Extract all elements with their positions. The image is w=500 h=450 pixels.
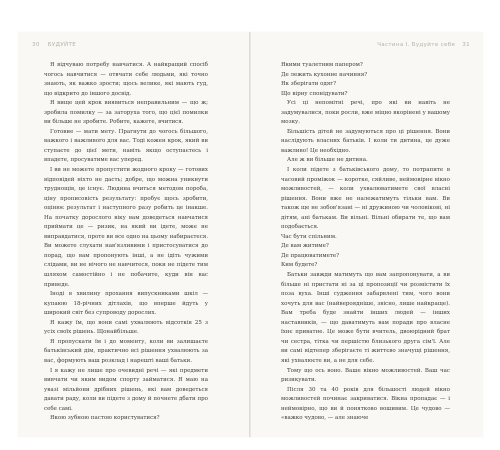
- paragraph: Час бути спільним.: [281, 233, 337, 240]
- paragraph: Що вірну спонідувати?: [281, 90, 348, 97]
- left-page-body: [44, 61, 208, 424]
- paragraph: Де вам житиме?: [281, 243, 329, 250]
- paragraph: Іноді в хвилину прохання випускниками шкіл — купаюю 18-річних дітлахів, що вперше йдуть у широкий світ без супроводу дорослих.: [44, 291, 208, 317]
- paragraph: Де працюватимете?: [281, 252, 340, 259]
- paragraph: Тому що ось воно. Ваше вікно можливостей. Ваш час ризикувати.: [281, 367, 450, 384]
- paragraph: Де лежить кухонне начиння?: [281, 71, 368, 78]
- right-page-body: [281, 61, 450, 424]
- paragraph: Батьки завжди матимуть що вам запропонувати, а ви більше ні пристати ні за ці пропозиції чи розмістити їх поза вуха. Інші судження забарвлені тим, чого вони хочуть для вас (найвероядніше, звісно, лише найкраще). Вам треба буде знайти інших людей — інших наставників, — що даватимуть вам поради про власне їхнє приватне. Це може бути вчитель, двоюрідний брат чи сестра, тітка чи першістю близького друга сім'ї. Але ви самі відтепер зберігаєте ті життєво значущі рішення, які ухвалюєте ви, а не для себе.: [281, 272, 450, 364]
- left-running-title: БУДУЙТЕ: [47, 42, 77, 48]
- paragraph: Як зберігати одяг?: [281, 81, 337, 88]
- paragraph: Готовие — мати мету. Прагнути до чогось більшого, важкого і важливого для вас. Тоді кожен крок, який ви ступаєте до цієї мети, навіть якщо оступаєтесь і впадете, просуватиме вас уперед.: [44, 128, 208, 164]
- paragraph: Я кажу їм, що вони самі ухвалюють відсотків 25 з усіх своїх рішень. Щонайбільше.: [44, 319, 208, 336]
- paragraph: Усі ці непомітні речі, про які ви навіть не задумувалися, поки росли, вже міцно вкорінені у вашому мозку.: [281, 100, 450, 126]
- right-running-head: [377, 42, 470, 48]
- right-page-number: 31: [462, 42, 470, 48]
- paragraph: І ви не можете пропустити жодного кроку — готових відповідей ніхто не дасть; добре, що можна уникнути труднощів, це існує. Людина вчиться методом пороба, ціну прописовість результату: пробує щось зробити, оцінює результат і наступного разу робить це інакше. На початку дорослого віку вам доведеться навчатися приймати це — ризик, на який ви ідете, може не виправдатися, проте ви все одно на цьому набираєтеся. Ви можете слухати нав'язливими і пристосуватися до порад, що вам пропонують інші, а не ідіть чужими слідами, ви не нічого не навчитеся, поки не підете тим шляхом самостійно і не побачите, куди він вас приведе.: [44, 167, 208, 288]
- paragraph: Якою зубною пастою користуватися?: [50, 415, 160, 422]
- paragraph: І коли підете з батьківського дому, то потрапите в часовий проміжок — коротке, сяйливе, неймовірне вікно можливостей, — коли ухвалюватимете свої власні рішення. Вони вже не належатимуть тільки вам. Ви також ще не зобов'язані — ні дружиною чи чоловікові, ні дітям, ані батькам. Ви вільні. Вільні обирати те, що вам подобається.: [281, 167, 450, 231]
- book-gutter: [249, 32, 251, 437]
- paragraph: Але ж ви більше не дитина.: [287, 157, 368, 164]
- left-page-number: 30: [32, 42, 40, 48]
- paragraph: Я пропускати їм і до моменту, коли ви залишаєте батьківський дім, практично всі рішення ухвалюють за вас, формують ваш розклад і нарешті ваші батьки.: [44, 338, 208, 364]
- paragraph: І я кажу не лише про очевидні речі — які предмети вивчати чи яким видом спорту займатися. Я маю на увазі мільйони дрібних рішень, які вам доведеться давати раду, коли ви підете з дому й почнете дбати про себе самі.: [44, 367, 208, 412]
- paragraph: Я вище цей крок виявиться неправильним — що ж; зробила помилку — за заторуха того, що цієї помилки ви більше не зробите. Робите, кажете, вчитися.: [44, 100, 208, 126]
- paragraph: Якими туалетним папером?: [281, 62, 363, 68]
- left-running-head: [32, 42, 76, 48]
- paragraph: Я відчуваю потребу навчатися. А найкращий спосіб чогось навчитися — отвчати себе людьми, які точно знають, як важко зрости; щось велике, які мають гуд, що відкрито до іншого досвід.: [44, 62, 208, 97]
- paragraph: Ким будете?: [281, 262, 318, 269]
- paragraph: Більшість дітей не задумуються про ці рішення. Вони наслідують власних батьків. І коли ти дитина, це дуже важливо! Це необхідно.: [281, 128, 450, 154]
- paragraph: Після 30 та 40 років для більшості людей вікно можливостей починає закриватися. Вікна пропадає — і неймовірно, що ви й понятково вошивим. Це чудово — «важко чудово, — але знаюче: [281, 386, 450, 422]
- right-running-title: Частина І. Будуйте себе: [377, 42, 456, 48]
